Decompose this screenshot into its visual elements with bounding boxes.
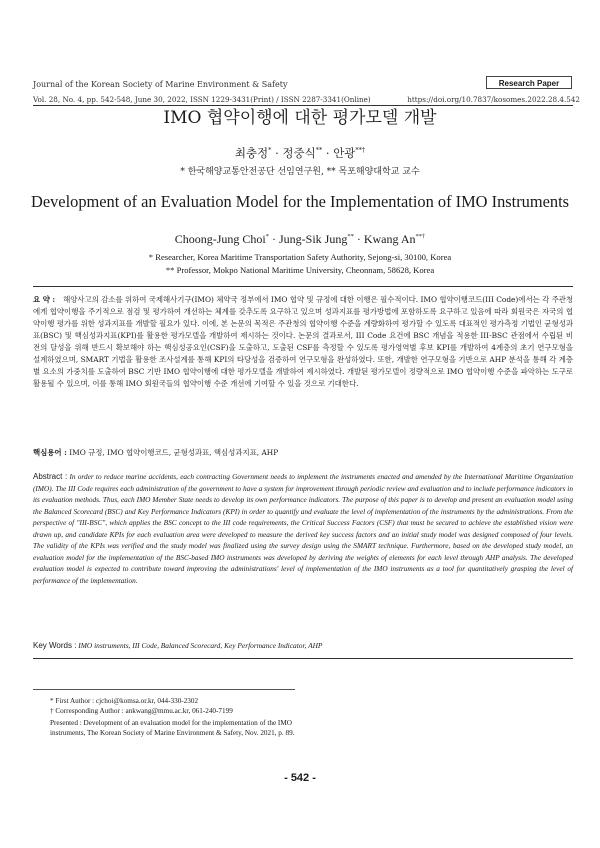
author-name: Jung-Sik Jung [279, 232, 348, 246]
affiliation-english-1: * Researcher, Korea Maritime Transportation Safety Authority, Sejong-si, 30100, Korea [148, 252, 452, 262]
author-mark: ** [347, 233, 354, 240]
author-name: 안광 [333, 146, 356, 160]
title-english: Development of an Evaluation Model for the Implementation of IMO Instruments [30, 192, 570, 211]
keywords-english [33, 640, 573, 651]
footnote-rule [33, 689, 295, 690]
abstract-english [33, 471, 573, 586]
abstract-korean-label: 요 약 : [33, 295, 56, 304]
keywords-english-label: Key Words : [33, 641, 77, 650]
abstract-bottom-rule [33, 658, 573, 659]
author-name: 최충정 [234, 146, 269, 160]
header-rule [33, 105, 573, 106]
author-mark: * [268, 146, 272, 154]
author-mark: **† [355, 146, 366, 154]
volume-line: Vol. 28, No. 4, pp. 542-548, June 30, 2022, ISSN 1229-3431(Print) / ISSN 2287-3341(Online) [33, 95, 371, 104]
author-separator: · [353, 232, 364, 246]
affiliation-english-2: ** Professor, Mokpo National Maritime University, Cheonnam, 58628, Korea [165, 265, 435, 275]
footnote-presented: Presented : Development of an evaluation model for the implementation of the IMO instruments, The Korean Society of Marine Environment & Safety, Nov. 2021, p. 89. [50, 719, 295, 738]
abstract-english-text: In order to reduce marine accidents, each contracting Government needs to implement the instruments enacted and amended by the International Maritime Organization (IMO). The III Code requires each administration of the government to have a system for improvement through periodic review and evaluation and to include performance indicators in its evaluation methods. Thus, each IMO Member State needs to develop its own performance indicators. The purpose of this paper is to develop and present an evaluation model using the Balanced Scorecard (BSC) and Key Performance Indicators (KPI) in order to quantify and evaluate the level of implementation of the instruments by the administrations. From the perspective of "III-BSC", which applies the BSC concept to the III code requirements, the Critical Success Factors (CSF) that must be secured to achieve the established vision were drawn up, and candidate KPIs for each evaluation area were developed to measure the derived key success factors and an initial study model was designed composed of four levels. The validity of the KPIs was verified and the study model was finalized using the survey design using the SMART technique. Furthermore, based on the developed study model, an evaluation model for the implementation of the BSC-based IMO instruments was developed by deriving the weights of elements for each level through AHP analysis. The developed evaluation model is expected to contribute toward improving the administrations' level of implementation of the IMO instruments as a tool for quantitatively grasping the level of performance of the implementation. [33, 472, 573, 585]
author-name: Kwang An [363, 232, 416, 246]
author-separator: · [322, 146, 334, 160]
author-name: Choong-Jung Choi [174, 232, 266, 246]
author-name: 정중식 [282, 146, 316, 160]
author-mark: ** [315, 146, 323, 154]
abstract-top-rule [33, 286, 573, 287]
abstract-korean [33, 294, 573, 390]
authors-korean [0, 146, 600, 160]
authors-english [0, 232, 600, 247]
footnote-corresponding-author: † Corresponding Author : ankwang@mmu.ac.kr, 061-240-7199 [50, 707, 233, 715]
keywords-korean-label: 핵심용어 : [33, 448, 67, 457]
author-separator: · [271, 146, 283, 160]
doi-link[interactable]: https://doi.org/10.7837/kosomes.2022.28.4.542 [407, 95, 580, 104]
title-korean: IMO 협약이행에 대한 평가모델 개발 [163, 108, 437, 128]
affiliation-korean: * 한국해양교통안전공단 선임연구원, ** 목포해양대학교 교수 [180, 167, 420, 177]
page-number: - 542 - [284, 772, 316, 784]
journal-name: Journal of the Korean Society of Marine Environment & Safety [33, 80, 288, 89]
keywords-korean-text: IMO 규정, IMO 협약이행코드, 균형성과표, 핵심성과지표, AHP [66, 448, 279, 457]
keywords-korean [33, 447, 573, 459]
article-type-badge: Research Paper [486, 76, 572, 89]
keywords-english-text: IMO instruments, III Code, Balanced Scorecard, Key Performance Indicator, AHP [76, 641, 323, 650]
footnote-first-author: * First Author : cjchoi@komsa.or.kr, 044-330-2302 [50, 697, 199, 705]
author-separator: · [269, 232, 279, 246]
abstract-korean-text: 해양사고의 감소를 위하여 국제해사기구(IMO) 체약국 정부에서 IMO 협약 및 규정에 대한 이행은 필수적이다. IMO 협약이행코드(III Code)에서는 각 주관청에게 협약이행을 주기적으로 점검 및 평가하여 개선하는 체계를 갖추도록 요구하고 있으며 성과지표를 평가방법에 포함하도록 요구하고 있음에 따라 회원국은 자국의 협약이행 평가를 위한 성과지표를 개발할 필요가 있다. 이에, 본 논문의 목적은 주관청의 협약이행 수준을 계량화하여 평가할 수 있도록 대표적인 평가측정 기법인 균형성과표(BSC) 및 핵심성과지표(KPI)를 활용한 평가모델을 개발하여 제시하는 것이다. 논문의 결과로서, III Code 요건에 BSC 개념을 적용한 III-BSC 관점에서 수립된 비전의 달성을 위해 반드시 확보해야 하는 핵심성공요인(CSF)을 도출하고, 도출된 CSF를 측정할 수 있도록 평가영역별 후보 KPI를 개발하여 4계층의 초기 연구모형을 설계하였으며, SMART 기법을 활용한 조사설계를 통해 KPI의 타당성을 검증하여 연구모형을 완성하였다. 또한, 개발한 연구모형을 기반으로 AHP 분석을 통해 각 계층별 요소의 가중치를 도출하여 BSC 기반 IMO 협약이행에 대한 평가모델을 개발하여 제시하였다. 개발된 평가모델이 정량적으로 IMO 협약이행 수준을 파악하는 도구로 활용될 수 있으며, 이를 통해 IMO 회원국들의 협약이행 수준 개선에 기여할 수 있을 것으로 기대한다. [33, 295, 573, 388]
author-mark: * [265, 233, 269, 240]
abstract-english-label: Abstract : [33, 472, 68, 481]
author-mark: **† [415, 233, 426, 240]
